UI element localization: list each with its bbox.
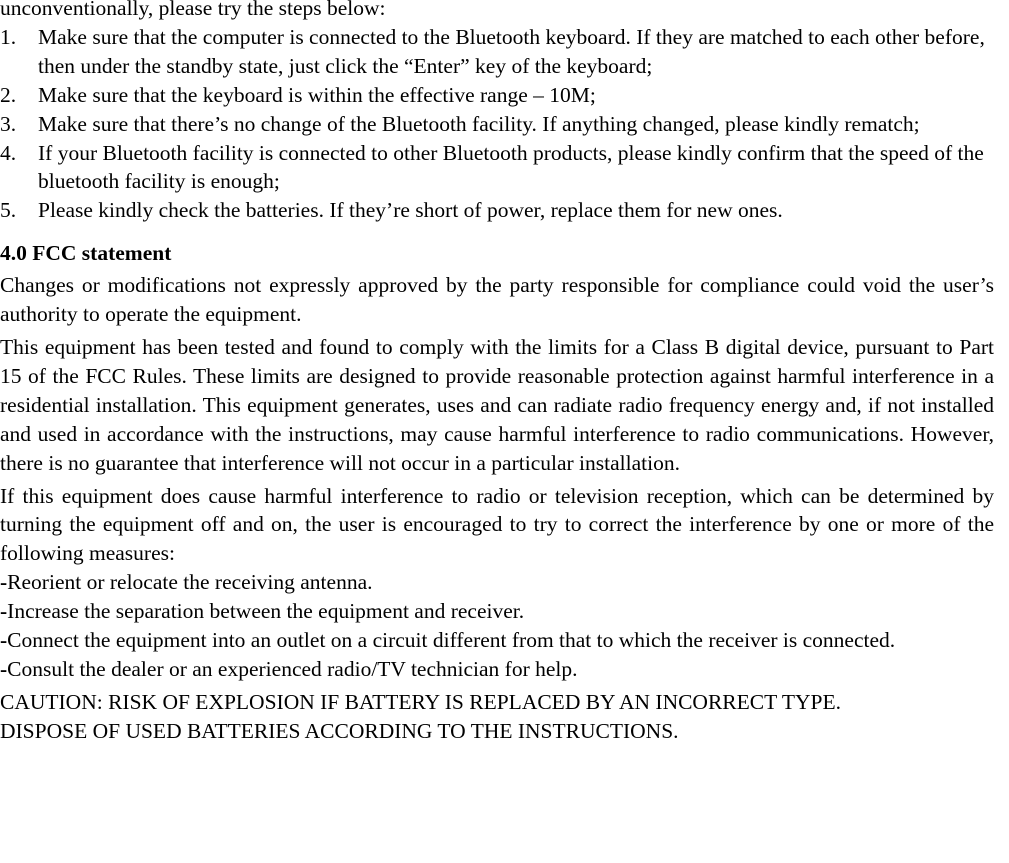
measure-text: Consult the dealer or an experienced radio/TV technician for help. xyxy=(7,656,578,681)
measure-text: Connect the equipment into an outlet on a circuit different from that to which the receiver is connected. xyxy=(7,628,896,653)
step-text: Make sure that the keyboard is within the effective range – 10M; xyxy=(38,82,596,107)
step-item xyxy=(0,196,1009,225)
measure-text: Reorient or relocate the receiving antenna. xyxy=(7,570,373,595)
measure-dash: - xyxy=(0,628,8,653)
fcc-measures-list xyxy=(0,568,1009,684)
measure-item xyxy=(0,626,994,655)
step-text: Make sure that the computer is connected to the Bluetooth keyboard. If they are matched to each other before, then under the standby state, just click the “Enter” key of the keyboard; xyxy=(38,24,985,78)
step-text: Please kindly check the batteries. If they’re short of power, replace them for new ones. xyxy=(38,198,783,223)
step-text: If your Bluetooth facility is connected to other Bluetooth products, please kindly confirm that the speed of the bluetooth facility is enough; xyxy=(38,140,984,194)
step-item xyxy=(0,23,1009,81)
caution-block xyxy=(0,688,1009,746)
step-item xyxy=(0,81,1009,110)
caution-line: DISPOSE OF USED BATTERIES ACCORDING TO THE INSTRUCTIONS. xyxy=(0,718,679,743)
troubleshooting-steps xyxy=(0,23,1009,225)
step-text: Make sure that there’s no change of the Bluetooth facility. If anything changed, please kindly rematch; xyxy=(38,111,920,136)
intro-line: unconventionally, please try the steps below: xyxy=(0,0,386,20)
measure-text: Increase the separation between the equipment and receiver. xyxy=(7,599,525,624)
step-number: 5. xyxy=(0,198,17,223)
fcc-paragraph-interference: If this equipment does cause harmful interference to radio or television reception, which can be determined by turning the equipment off and on, the user is encouraged to try to correct the interference by one or more of the following measures: xyxy=(0,483,994,566)
step-number: 3. xyxy=(0,111,17,136)
caution-line: CAUTION: RISK OF EXPLOSION IF BATTERY IS REPLACED BY AN INCORRECT TYPE. xyxy=(0,689,841,714)
step-number: 4. xyxy=(0,140,17,165)
measure-dash: - xyxy=(0,599,8,624)
fcc-paragraph-changes: Changes or modifications not expressly approved by the party responsible for compliance could void the user’s authority to operate the equipment. xyxy=(0,273,994,327)
fcc-paragraph-compliance: This equipment has been tested and found to comply with the limits for a Class B digital device, pursuant to Part 15 of the FCC Rules. These limits are designed to provide reasonable protection against harmful interference in a residential installation. This equipment generates, uses and can radiate radio frequency energy and, if not installed and used in accordance with the instructions, may cause harmful interference to radio communications. However, there is no guarantee that interference will not occur in a particular installation. xyxy=(0,334,994,475)
step-number: 2. xyxy=(0,82,17,107)
step-item xyxy=(0,139,1009,197)
measure-item xyxy=(0,597,994,626)
step-number: 1. xyxy=(0,24,17,49)
measure-item xyxy=(0,568,994,597)
measure-dash: - xyxy=(0,656,8,681)
measure-item xyxy=(0,655,994,684)
step-item xyxy=(0,110,1009,139)
measure-dash: - xyxy=(0,570,8,595)
fcc-heading: 4.0 FCC statement xyxy=(0,241,172,266)
